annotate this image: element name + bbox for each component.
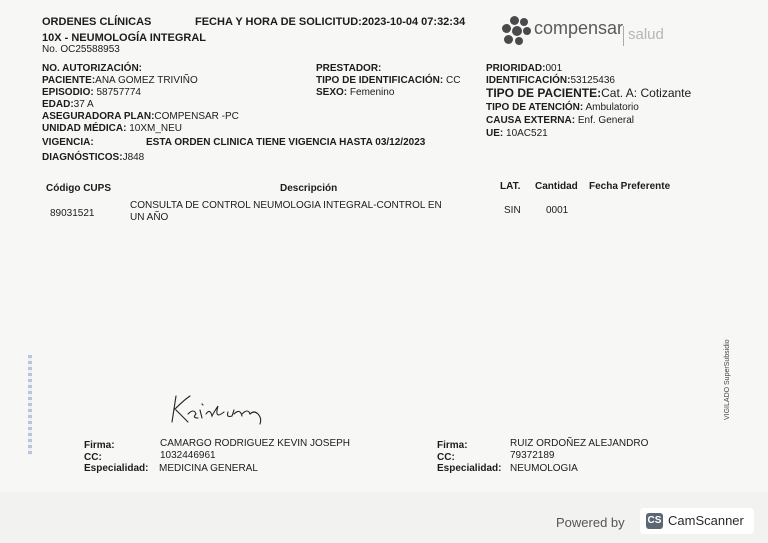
compensar-logo-icon — [500, 14, 680, 54]
edad-row — [42, 99, 94, 110]
row-descripcion-line1: CONSULTA DE CONTROL NEUMOLOGIA INTEGRAL-CONTROL EN — [130, 200, 442, 211]
diagnosticos-value: J848 — [122, 152, 145, 163]
col-header-fecha: Fecha Preferente — [589, 181, 671, 192]
paciente-value: ANA GOMEZ TRIVIÑO — [95, 75, 198, 86]
tipo-paciente-value: Cat. A: Cotizante — [601, 86, 692, 100]
fecha-solicitud: FECHA Y HORA DE SOLICITUD:2023-10-04 07:32:34 — [195, 16, 466, 28]
causa-row — [486, 115, 634, 126]
diagnosticos-label: DIAGNÓSTICOS: — [42, 152, 123, 163]
firma-label-right: Firma: — [437, 440, 468, 451]
prioridad-value: 001 — [545, 63, 563, 74]
tipo-paciente-row — [486, 87, 691, 100]
identificacion-row — [486, 75, 615, 86]
col-header-descripcion: Descripción — [280, 183, 338, 194]
camscanner-badge[interactable] — [640, 508, 754, 534]
aseguradora-value: COMPENSAR -PC — [154, 111, 239, 122]
servicio-title: 10X - NEUMOLOGÍA INTEGRAL — [42, 32, 206, 44]
row-lat: SIN — [504, 205, 521, 216]
row-cantidad: 0001 — [546, 205, 569, 216]
prioridad-row — [486, 63, 562, 74]
episodio-label: EPISODIO: — [42, 87, 94, 98]
cc-value-left: 1032446961 — [160, 450, 216, 461]
ue-label: UE: — [486, 128, 504, 139]
camscanner-label: CamScanner — [668, 513, 744, 528]
firma-label-left: Firma: — [84, 440, 115, 451]
medico-nombre-right: RUIZ ORDOÑEZ ALEJANDRO — [510, 438, 649, 449]
tipo-atencion-label: TIPO DE ATENCIÓN: — [486, 102, 584, 113]
tipo-id-label: TIPO DE IDENTIFICACIÓN: — [316, 75, 444, 86]
supersalud-stamp-icon — [24, 355, 38, 455]
col-header-cantidad: Cantidad — [535, 181, 578, 192]
cc-label-right: CC: — [437, 452, 455, 463]
aseguradora-label: ASEGURADORA PLAN: — [42, 111, 155, 122]
row-descripcion-line2: UN AÑO — [130, 212, 169, 223]
paciente-label: PACIENTE: — [42, 75, 96, 86]
camscanner-icon: CS — [646, 513, 663, 529]
tipo-id-row — [316, 75, 460, 86]
sexo-label: SEXO: — [316, 87, 348, 98]
paciente-row — [42, 75, 198, 86]
especialidad-value-left: MEDICINA GENERAL — [159, 463, 258, 474]
logo-name: compensar — [534, 18, 624, 38]
vigencia-value: ESTA ORDEN CLINICA TIENE VIGENCIA HASTA 03/12/2023 — [146, 137, 426, 148]
edad-value: 37 A — [73, 99, 94, 110]
especialidad-label-left: Especialidad: — [84, 463, 149, 474]
sexo-value: Femenino — [349, 87, 395, 98]
ue-value: 10AC521 — [506, 128, 548, 139]
identificacion-label: IDENTIFICACIÓN: — [486, 75, 571, 86]
cc-label-left: CC: — [84, 452, 102, 463]
ordenes-title: ORDENES CLÍNICAS — [42, 16, 152, 28]
especialidad-label-right: Especialidad: — [437, 463, 502, 474]
prestador-label: PRESTADOR: — [316, 63, 382, 74]
especialidad-value-right: NEUMOLOGIA — [510, 463, 578, 474]
unidad-value: 10XM_NEU — [129, 123, 183, 134]
vigencia-label: VIGENCIA: — [42, 137, 94, 148]
tipo-atencion-row — [486, 102, 639, 113]
unidad-row — [42, 123, 182, 134]
supersubsidio-stamp-icon — [724, 339, 731, 420]
supersubsidio-text: VIGILADO SuperSubsidio — [724, 339, 731, 420]
aseguradora-row — [42, 111, 239, 122]
logo-divider — [623, 26, 624, 46]
tipo-atencion-value: Ambulatorio — [585, 102, 639, 113]
ue-row — [486, 128, 548, 139]
tipo-paciente-label: TIPO DE PACIENTE: — [486, 86, 602, 100]
signature-image — [168, 392, 268, 428]
identificacion-value: 53125436 — [570, 75, 615, 86]
causa-label: CAUSA EXTERNA: — [486, 115, 576, 126]
autorizacion-label: NO. AUTORIZACIÓN: — [42, 63, 142, 74]
medico-nombre-left: CAMARGO RODRIGUEZ KEVIN JOSEPH — [160, 438, 351, 449]
col-header-codigo: Código CUPS — [46, 183, 111, 194]
unidad-label: UNIDAD MÉDICA: — [42, 123, 127, 134]
cc-value-right: 79372189 — [510, 450, 555, 461]
tipo-id-value: CC — [446, 75, 461, 86]
diagnosticos-row — [42, 152, 144, 163]
causa-value: Enf. General — [577, 115, 635, 126]
sexo-row — [316, 87, 394, 98]
episodio-row — [42, 87, 141, 98]
episodio-value: 58757774 — [96, 87, 141, 98]
orden-numero: No. OC25588953 — [42, 44, 120, 55]
edad-label: EDAD: — [42, 99, 74, 110]
prioridad-label: PRIORIDAD: — [486, 63, 546, 74]
row-codigo: 89031521 — [50, 208, 95, 219]
col-header-lat: LAT. — [500, 181, 521, 192]
powered-by-text: Powered by — [556, 515, 625, 530]
logo-sub: salud — [628, 26, 664, 43]
